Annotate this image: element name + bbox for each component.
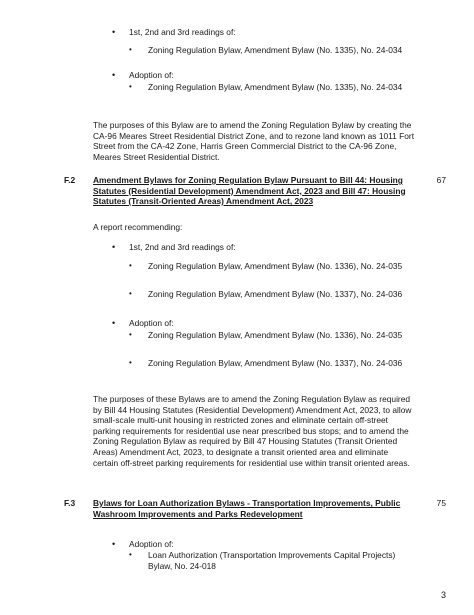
item-page-ref: 67 <box>436 175 446 185</box>
bullet: • <box>129 550 132 559</box>
bullet: • <box>129 289 132 298</box>
bylaw-item: Zoning Regulation Bylaw, Amendment Bylaw (No. 1337), No. 24-036 <box>148 289 403 299</box>
item-number: F.2 <box>64 175 76 185</box>
bylaw-item: Loan Authorization (Transportation Improvements Capital Projects) Bylaw, No. 24-018 <box>148 550 396 571</box>
bullet: • <box>129 330 132 339</box>
item-page-ref: 75 <box>436 498 446 508</box>
item-title-link[interactable]: Bylaws for Loan Authorization Bylaws - Transportation Improvements, Public Washroom Improvements and Parks Redevelopment <box>93 498 401 519</box>
intro-text: A report recommending: <box>93 222 183 232</box>
adoption-label: Adoption of: <box>129 539 174 549</box>
bylaw-item: Zoning Regulation Bylaw, Amendment Bylaw (No. 1336), No. 24-035 <box>148 261 403 271</box>
page-number: 3 <box>441 590 447 600</box>
readings-label: 1st, 2nd and 3rd readings of: <box>129 27 236 37</box>
bylaw-item: Zoning Regulation Bylaw, Amendment Bylaw (No. 1335), No. 24-034 <box>148 82 403 92</box>
adoption-label: Adoption of: <box>129 70 174 80</box>
bullet: • <box>129 261 132 270</box>
bylaw-item: Zoning Regulation Bylaw, Amendment Bylaw (No. 1337), No. 24-036 <box>148 358 403 368</box>
bullet: • <box>112 539 116 549</box>
bullet: • <box>129 358 132 367</box>
purpose-paragraph: The purposes of these Bylaws are to amend the Zoning Regulation Bylaw as required by Bill 44 Housing Statutes (Residential Development) Amendment Act, 2023, to allow small-scale multi-unit housing in restricted zones and eliminate certain off-street parking requirements for residential use near prescribed bus stops; and to amend the Zoning Regulation Bylaw as required by Bill 47 Housing Statutes (Transit Oriented Areas) Amendment Act, 2023, to designate a transit oriented area and eliminate certain off-street parking requirements for residential use within transit oriented areas. <box>93 394 412 468</box>
bylaw-item: Zoning Regulation Bylaw, Amendment Bylaw (No. 1336), No. 24-035 <box>148 330 403 340</box>
item-number: F.3 <box>64 498 76 508</box>
adoption-label: Adoption of: <box>129 318 174 328</box>
bullet: • <box>112 27 116 37</box>
bullet: • <box>129 45 132 54</box>
purpose-paragraph: The purposes of this Bylaw are to amend the Zoning Regulation Bylaw by creating the CA-96 Meares Street Residential District Zone, and to rezone land known as 1011 Fort Street from the CA-42 Zone, Harris Green Commercial District to the CA-96 Zone, Meares Street Residential District. <box>93 120 415 162</box>
bylaw-item: Zoning Regulation Bylaw, Amendment Bylaw (No. 1335), No. 24-034 <box>148 45 403 55</box>
bullet: • <box>112 242 116 252</box>
readings-label: 1st, 2nd and 3rd readings of: <box>129 242 236 252</box>
bullet: • <box>129 82 132 91</box>
bullet: • <box>112 70 116 80</box>
item-title-link[interactable]: Amendment Bylaws for Zoning Regulation Bylaw Pursuant to Bill 44: Housing Statutes (Residential Development) Amendment Act, 2023 and Bill 47: Housing Statutes (Transit-Oriented Areas) Amendment Act, 2023 <box>93 175 406 207</box>
bullet: • <box>112 318 116 328</box>
